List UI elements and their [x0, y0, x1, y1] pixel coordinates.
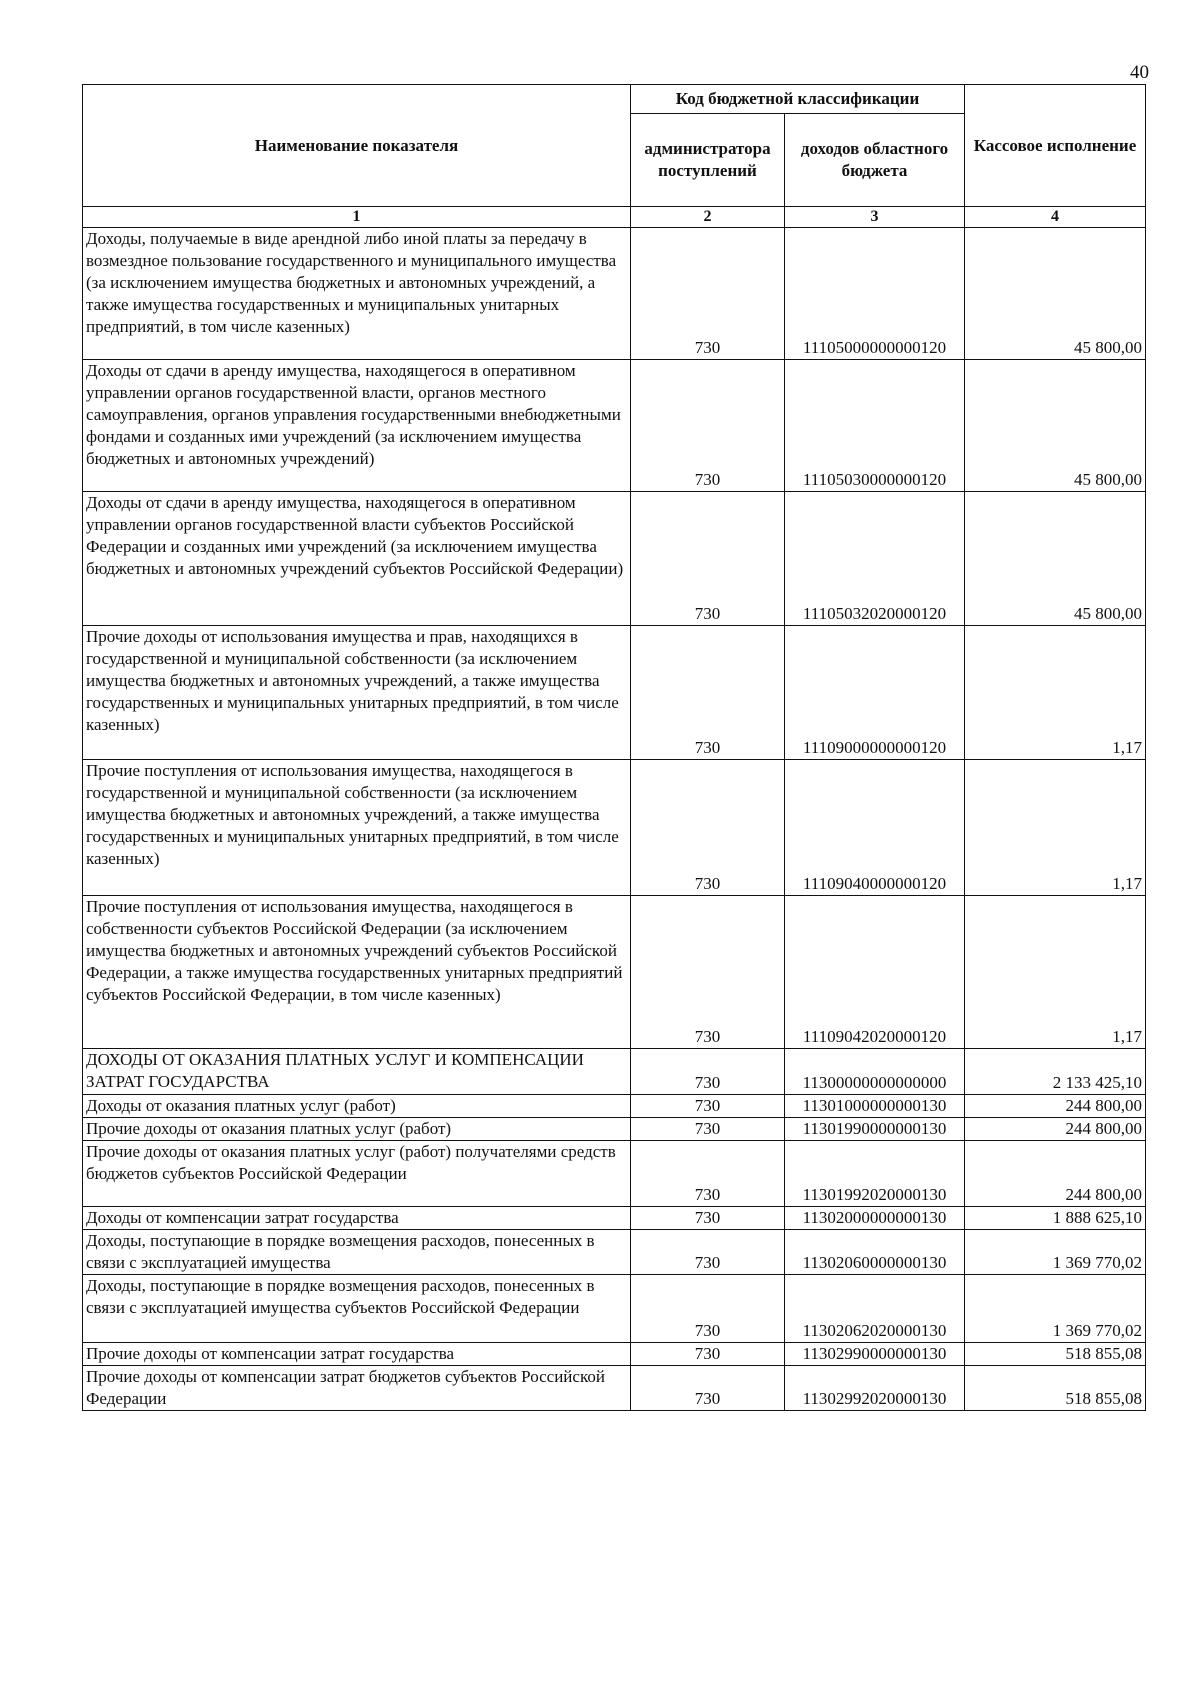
- table-row: [83, 1230, 1146, 1275]
- row-budget-code-cell: 11300000000000000: [785, 1049, 965, 1095]
- row-name-cell: Доходы от сдачи в аренду имущества, находящегося в оперативном управлении органов государственной власти, органов местного самоуправления, органов управления государственными внебюджетными фондами и созданных ими учреждений (за исключением имущества бюджетных и автономных учреждений): [83, 360, 631, 492]
- row-amount-cell: 518 855,08: [965, 1366, 1146, 1411]
- row-amount-cell: 244 800,00: [965, 1095, 1146, 1118]
- column-number-2: 2: [631, 207, 785, 228]
- row-amount-cell: 518 855,08: [965, 1343, 1146, 1366]
- row-budget-code-cell: 11302992020000130: [785, 1366, 965, 1411]
- row-name-cell: Доходы, поступающие в порядке возмещения расходов, понесенных в связи с эксплуатацией имущества: [83, 1230, 631, 1275]
- row-budget-code-cell: 11301990000000130: [785, 1118, 965, 1141]
- row-budget-code-cell: 11105030000000120: [785, 360, 965, 492]
- row-admin-code-cell: 730: [631, 1275, 785, 1343]
- row-name-cell: ДОХОДЫ ОТ ОКАЗАНИЯ ПЛАТНЫХ УСЛУГ И КОМПЕНСАЦИИ ЗАТРАТ ГОСУДАРСТВА: [83, 1049, 631, 1095]
- row-budget-code-cell: 11301992020000130: [785, 1141, 965, 1207]
- row-amount-cell: 45 800,00: [965, 360, 1146, 492]
- table-row: [83, 1343, 1146, 1366]
- header-administrator: администратора поступлений: [631, 114, 785, 207]
- table-row: [83, 1207, 1146, 1230]
- row-amount-cell: 1,17: [965, 896, 1146, 1049]
- row-budget-code-cell: 11109000000000120: [785, 626, 965, 760]
- row-name-cell: Доходы от компенсации затрат государства: [83, 1207, 631, 1230]
- row-admin-code-cell: 730: [631, 360, 785, 492]
- row-admin-code-cell: 730: [631, 1366, 785, 1411]
- header-budget-code-group: Код бюджетной классификации: [631, 85, 965, 114]
- row-admin-code-cell: 730: [631, 1343, 785, 1366]
- budget-revenue-table: [82, 84, 1146, 1411]
- row-admin-code-cell: 730: [631, 760, 785, 896]
- table-row: [83, 1141, 1146, 1207]
- row-amount-cell: 2 133 425,10: [965, 1049, 1146, 1095]
- table-row: [83, 228, 1146, 360]
- table-body: [83, 228, 1146, 1411]
- row-name-cell: Прочие доходы от компенсации затрат государства: [83, 1343, 631, 1366]
- row-amount-cell: 244 800,00: [965, 1118, 1146, 1141]
- row-amount-cell: 45 800,00: [965, 228, 1146, 360]
- row-amount-cell: 1 888 625,10: [965, 1207, 1146, 1230]
- table-row: [83, 896, 1146, 1049]
- row-name-cell: Прочие поступления от использования имущества, находящегося в государственной и муниципальной собственности (за исключением имущества бюджетных и автономных учреждений, а также имущества государственных и муниципальных унитарных предприятий, в том числе казенных): [83, 760, 631, 896]
- table-row: [83, 1275, 1146, 1343]
- row-amount-cell: 1 369 770,02: [965, 1275, 1146, 1343]
- row-name-cell: Прочие поступления от использования имущества, находящегося в собственности субъектов Российской Федерации (за исключением имущества бюджетных и автономных учреждений субъектов Российской Федерации, а также имущества государственных унитарных предприятий субъектов Российской Федерации, в том числе казенных): [83, 896, 631, 1049]
- table-row: [83, 626, 1146, 760]
- row-budget-code-cell: 11105000000000120: [785, 228, 965, 360]
- row-amount-cell: 45 800,00: [965, 492, 1146, 626]
- row-name-cell: Доходы от оказания платных услуг (работ): [83, 1095, 631, 1118]
- row-name-cell: Прочие доходы от компенсации затрат бюджетов субъектов Российской Федерации: [83, 1366, 631, 1411]
- row-budget-code-cell: 11301000000000130: [785, 1095, 965, 1118]
- table-row: [83, 1049, 1146, 1095]
- table-row: [83, 360, 1146, 492]
- header-cash-execution: Кассовое исполнение: [965, 85, 1146, 207]
- row-admin-code-cell: 730: [631, 626, 785, 760]
- row-name-cell: Прочие доходы от оказания платных услуг (работ) получателями средств бюджетов субъектов Российской Федерации: [83, 1141, 631, 1207]
- row-budget-code-cell: 11105032020000120: [785, 492, 965, 626]
- row-name-cell: Доходы, получаемые в виде арендной либо иной платы за передачу в возмездное пользование государственного и муниципального имущества (за исключением имущества бюджетных и автономных учреждений, а также имущества государственных и муниципальных унитарных предприятий, в том числе казенных): [83, 228, 631, 360]
- row-admin-code-cell: 730: [631, 492, 785, 626]
- column-number-4: 4: [965, 207, 1146, 228]
- column-number-1: 1: [83, 207, 631, 228]
- header-regional-budget-income: доходов областного бюджета: [785, 114, 965, 207]
- table-row: [83, 1366, 1146, 1411]
- row-name-cell: Доходы от сдачи в аренду имущества, находящегося в оперативном управлении органов государственной власти субъектов Российской Федерации и созданных ими учреждений (за исключением имущества бюджетных и автономных учреждений субъектов Российской Федерации): [83, 492, 631, 626]
- row-budget-code-cell: 11302000000000130: [785, 1207, 965, 1230]
- row-admin-code-cell: 730: [631, 1095, 785, 1118]
- table-row: [83, 1118, 1146, 1141]
- row-budget-code-cell: 11302990000000130: [785, 1343, 965, 1366]
- row-admin-code-cell: 730: [631, 228, 785, 360]
- row-admin-code-cell: 730: [631, 1230, 785, 1275]
- row-budget-code-cell: 11109042020000120: [785, 896, 965, 1049]
- table-header: [83, 85, 1146, 228]
- row-name-cell: Прочие доходы от оказания платных услуг (работ): [83, 1118, 631, 1141]
- table-row: [83, 1095, 1146, 1118]
- row-budget-code-cell: 11302062020000130: [785, 1275, 965, 1343]
- row-name-cell: Доходы, поступающие в порядке возмещения расходов, понесенных в связи с эксплуатацией имущества субъектов Российской Федерации: [83, 1275, 631, 1343]
- row-amount-cell: 244 800,00: [965, 1141, 1146, 1207]
- page-number: 40: [1130, 62, 1149, 83]
- row-name-cell: Прочие доходы от использования имущества и прав, находящихся в государственной и муниципальной собственности (за исключением имущества бюджетных и автономных учреждений, а также имущества государственных и муниципальных унитарных предприятий, в том числе казенных): [83, 626, 631, 760]
- row-admin-code-cell: 730: [631, 1207, 785, 1230]
- row-admin-code-cell: 730: [631, 1049, 785, 1095]
- column-number-3: 3: [785, 207, 965, 228]
- table-row: [83, 760, 1146, 896]
- row-amount-cell: 1,17: [965, 760, 1146, 896]
- row-admin-code-cell: 730: [631, 1141, 785, 1207]
- column-number-row: [83, 207, 1146, 228]
- row-budget-code-cell: 11302060000000130: [785, 1230, 965, 1275]
- row-budget-code-cell: 11109040000000120: [785, 760, 965, 896]
- table-row: [83, 492, 1146, 626]
- row-admin-code-cell: 730: [631, 896, 785, 1049]
- row-admin-code-cell: 730: [631, 1118, 785, 1141]
- row-amount-cell: 1,17: [965, 626, 1146, 760]
- header-indicator-name: Наименование показателя: [83, 85, 631, 207]
- row-amount-cell: 1 369 770,02: [965, 1230, 1146, 1275]
